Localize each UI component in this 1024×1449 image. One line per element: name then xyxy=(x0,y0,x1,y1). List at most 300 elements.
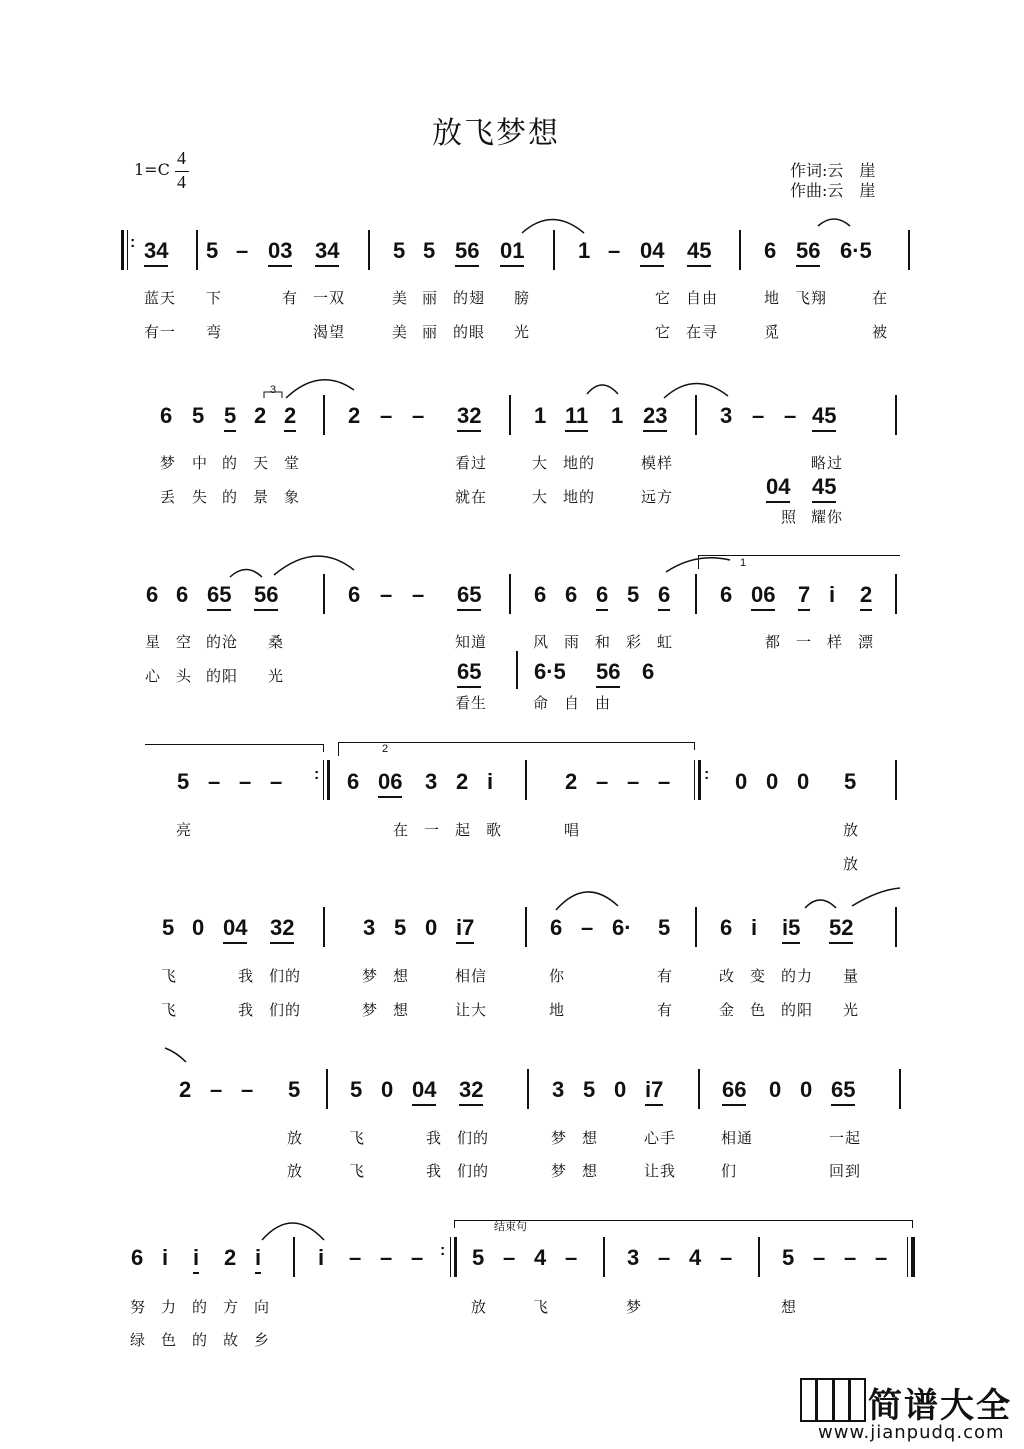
lyric: 飞翔 xyxy=(795,289,828,307)
note: i xyxy=(751,915,758,940)
lyric: 在 xyxy=(393,821,410,839)
note: 3 xyxy=(363,915,376,940)
note: 2 xyxy=(254,403,267,428)
bar-line xyxy=(323,907,325,947)
bar-line xyxy=(695,395,697,435)
lyric: 我 xyxy=(426,1162,443,1180)
ending-bracket-start xyxy=(454,1220,455,1228)
bar-line xyxy=(698,1069,700,1109)
note: i xyxy=(193,1245,199,1274)
lyric: 心手 xyxy=(644,1129,677,1147)
note: – xyxy=(627,769,640,794)
note: 6 xyxy=(146,582,159,607)
lyric: 大 xyxy=(532,488,549,506)
note: i xyxy=(162,1245,169,1270)
note: – xyxy=(241,1077,254,1102)
slur xyxy=(852,888,900,906)
lyric: 放 xyxy=(471,1298,488,1316)
volta-number-2: 2 xyxy=(382,743,389,755)
alt-lyric: 自 xyxy=(564,694,581,712)
lyric: 就在 xyxy=(455,488,488,506)
note: 7 xyxy=(798,582,810,611)
lyric: 让大 xyxy=(455,1001,488,1019)
lyric: 梦 xyxy=(551,1129,568,1147)
lyric: 们的 xyxy=(269,967,302,985)
note: 04 xyxy=(412,1077,436,1106)
note: 01 xyxy=(500,238,524,267)
note: – xyxy=(875,1245,888,1270)
lyric: 光 xyxy=(514,323,531,341)
lyric: 被 xyxy=(872,323,889,341)
note: 04 xyxy=(640,238,664,267)
lyric: 的 xyxy=(222,488,239,506)
note: 0 xyxy=(797,769,810,794)
lyricist-credit: 作词:云 崖 xyxy=(790,161,876,180)
note: 65 xyxy=(457,582,481,611)
note: 6 xyxy=(348,582,361,607)
bar-line xyxy=(553,230,555,270)
volta-bracket-1-end xyxy=(323,744,324,752)
volta-number-1: 1 xyxy=(740,557,747,569)
note: 5 xyxy=(288,1077,301,1102)
lyric: 丽 xyxy=(422,323,439,341)
bar-line xyxy=(895,395,897,435)
note: 6 xyxy=(720,582,733,607)
lyric: 的 xyxy=(192,1298,209,1316)
lyric: 一 xyxy=(796,633,813,651)
note: 6 xyxy=(658,582,670,611)
alt-lyric: 耀你 xyxy=(811,508,844,526)
note: 6 xyxy=(534,582,547,607)
lyric: 回到 xyxy=(829,1162,862,1180)
note: 06 xyxy=(751,582,775,611)
lyric: 知道 xyxy=(455,633,488,651)
repeat-dots: : xyxy=(130,234,136,251)
note: – xyxy=(239,769,252,794)
lyric: 天 xyxy=(253,454,270,472)
bar-line xyxy=(908,230,910,270)
lyric: 下 xyxy=(206,289,223,307)
lyric: 星 xyxy=(145,633,162,651)
lyric: 地 xyxy=(764,289,781,307)
note: i xyxy=(318,1245,325,1270)
note: i xyxy=(255,1245,261,1274)
note: 04 xyxy=(223,915,247,944)
volta-bracket-1-edge xyxy=(698,555,699,569)
note: 3 xyxy=(552,1077,565,1102)
lyric: 放 xyxy=(843,821,860,839)
lyric: 我 xyxy=(238,967,255,985)
note: 5 xyxy=(350,1077,363,1102)
note: 56 xyxy=(455,238,479,267)
bar-line xyxy=(739,230,741,270)
lyric: 梦 xyxy=(160,454,177,472)
slur xyxy=(286,380,354,398)
lyric: 一双 xyxy=(313,289,346,307)
note: 6· xyxy=(612,915,632,940)
key-signature: 1=C xyxy=(134,160,170,179)
note: – xyxy=(411,1245,424,1270)
note: 5 xyxy=(844,769,857,794)
bar-line xyxy=(895,907,897,947)
note: 4 xyxy=(534,1245,547,1270)
note: 3 xyxy=(425,769,438,794)
lyric: 在寻 xyxy=(686,323,719,341)
bar-line xyxy=(525,907,527,947)
note: – xyxy=(720,1245,733,1270)
lyric: 努 xyxy=(130,1298,147,1316)
lyric: 色 xyxy=(750,1001,767,1019)
lyric: 放 xyxy=(287,1162,304,1180)
watermark-text: 简谱大全 xyxy=(868,1386,1012,1426)
lyric: 变 xyxy=(750,967,767,985)
bar-line xyxy=(323,395,325,435)
note: 4 xyxy=(689,1245,702,1270)
lyric: 都 xyxy=(765,633,782,651)
note: 65 xyxy=(831,1077,855,1106)
lyric: 漂 xyxy=(858,633,875,651)
note: 11 xyxy=(565,403,588,432)
lyric: 亮 xyxy=(176,821,193,839)
lyric: 渴望 xyxy=(313,323,346,341)
note: 0 xyxy=(425,915,438,940)
note: 2 xyxy=(860,582,872,611)
lyric: 想 xyxy=(582,1162,599,1180)
note: 56 xyxy=(254,582,278,611)
note: 45 xyxy=(812,403,836,432)
lyric: 的 xyxy=(192,1331,209,1349)
note: 5 xyxy=(423,238,436,263)
note: – xyxy=(565,1245,578,1270)
lyric: 中 xyxy=(192,454,209,472)
repeat-end-thin xyxy=(323,760,324,800)
lyric: 绿 xyxy=(130,1331,147,1349)
lyric: 弯 xyxy=(206,323,223,341)
lyric: 失 xyxy=(192,488,209,506)
note: – xyxy=(596,769,609,794)
note: 65 xyxy=(207,582,231,611)
lyric: 向 xyxy=(254,1298,271,1316)
note: – xyxy=(380,403,393,428)
note: 6 xyxy=(764,238,777,263)
slur xyxy=(230,570,262,578)
lyric: 大 xyxy=(532,454,549,472)
lyric: 略过 xyxy=(811,454,844,472)
note: – xyxy=(581,915,594,940)
lyric: 想 xyxy=(781,1298,798,1316)
lyric: 有一 xyxy=(144,323,177,341)
lyric: 模样 xyxy=(641,454,674,472)
lyric: 们的 xyxy=(457,1162,490,1180)
note: 5 xyxy=(627,582,640,607)
lyric: 飞 xyxy=(161,967,178,985)
note: – xyxy=(210,1077,223,1102)
volta-bracket-2 xyxy=(338,742,694,743)
alt-lyric: 照 xyxy=(781,508,798,526)
note: 56 xyxy=(796,238,820,267)
composer-credit: 作曲:云 崖 xyxy=(790,181,876,200)
lyric: 的阳 xyxy=(781,1001,814,1019)
bar-line xyxy=(603,1237,605,1277)
lyric: 光 xyxy=(843,1001,860,1019)
lyric: 样 xyxy=(827,633,844,651)
lyric: 空 xyxy=(176,633,193,651)
lyric: 心 xyxy=(145,667,162,685)
note: 5 xyxy=(162,915,175,940)
bar-line xyxy=(695,574,697,614)
lyric: 远方 xyxy=(641,488,674,506)
note: 2 xyxy=(284,403,296,432)
note: – xyxy=(208,769,221,794)
lyric: 的阳 xyxy=(206,667,239,685)
note: 0 xyxy=(766,769,779,794)
lyric: 起 xyxy=(455,821,472,839)
note: 06 xyxy=(378,769,402,798)
note: 5 xyxy=(782,1245,795,1270)
note: – xyxy=(380,582,393,607)
note: – xyxy=(270,769,283,794)
lyric: 们的 xyxy=(269,1001,302,1019)
note: 6 xyxy=(131,1245,144,1270)
note: 0 xyxy=(381,1077,394,1102)
alt-note: 6 xyxy=(642,659,655,684)
lyric: 梦 xyxy=(551,1162,568,1180)
lyric: 蓝天 xyxy=(144,289,177,307)
note: 2 xyxy=(224,1245,237,1270)
lyric: 我 xyxy=(426,1129,443,1147)
lyric: 的翅 xyxy=(453,289,486,307)
final-bar-thin xyxy=(907,1237,908,1277)
volta-bracket-2-edge xyxy=(338,742,339,756)
note: 03 xyxy=(268,238,292,267)
lyric: 看过 xyxy=(455,454,488,472)
lyric: 一 xyxy=(424,821,441,839)
note: 32 xyxy=(457,403,481,432)
note: 6 xyxy=(176,582,189,607)
lyric: 地 xyxy=(549,1001,566,1019)
note: 1 xyxy=(534,403,547,428)
piano-keys-icon xyxy=(800,1378,866,1422)
bar-line xyxy=(695,907,697,947)
lyric: 和 xyxy=(595,633,612,651)
lyric: 膀 xyxy=(514,289,531,307)
lyric: 相通 xyxy=(721,1129,754,1147)
final-bar-thick xyxy=(911,1237,915,1277)
lyric: 一起 xyxy=(829,1129,862,1147)
lyric: 的沧 xyxy=(206,633,239,651)
ending-bracket-end xyxy=(912,1220,913,1228)
lyric: 们 xyxy=(721,1162,738,1180)
note: – xyxy=(608,238,621,263)
note: 6 xyxy=(160,403,173,428)
note: 0 xyxy=(769,1077,782,1102)
note: 5 xyxy=(393,238,406,263)
lyric: 自由 xyxy=(686,289,719,307)
note: – xyxy=(380,1245,393,1270)
note: – xyxy=(412,582,425,607)
bar-line xyxy=(527,1069,529,1109)
note: – xyxy=(752,403,765,428)
lyric: 唱 xyxy=(564,821,581,839)
volta-bracket-2-end xyxy=(694,742,695,750)
lyric: 乡 xyxy=(254,1331,271,1349)
alt-note: 04 xyxy=(766,474,790,503)
lyric: 们的 xyxy=(457,1129,490,1147)
lyric: 改 xyxy=(719,967,736,985)
repeat-start-thick xyxy=(121,230,124,270)
lyric: 让我 xyxy=(644,1162,677,1180)
note: 0 xyxy=(192,915,205,940)
lyric: 丽 xyxy=(422,289,439,307)
note: – xyxy=(813,1245,826,1270)
note: 6 xyxy=(550,915,563,940)
note: 5 xyxy=(658,915,671,940)
bar-line xyxy=(196,230,198,270)
note: 3 xyxy=(627,1245,640,1270)
note: 6 xyxy=(596,582,608,611)
volta-bracket-1-continued xyxy=(145,744,323,745)
lyric: 它 xyxy=(655,289,672,307)
note: 0 xyxy=(800,1077,813,1102)
note: i7 xyxy=(456,915,474,944)
alt-note: 45 xyxy=(812,474,836,503)
lyric: 飞 xyxy=(533,1298,550,1316)
lyric: 力 xyxy=(161,1298,178,1316)
note: – xyxy=(844,1245,857,1270)
bar-line xyxy=(516,651,518,689)
note: 1 xyxy=(578,238,591,263)
note: 5 xyxy=(177,769,190,794)
lyric: 的眼 xyxy=(453,323,486,341)
lyric: 桑 xyxy=(268,633,285,651)
lyric: 放 xyxy=(843,855,860,873)
note: 32 xyxy=(270,915,294,944)
note: 52 xyxy=(829,915,853,944)
bar-line xyxy=(758,1237,760,1277)
note: i xyxy=(829,582,836,607)
note: – xyxy=(658,769,671,794)
bar-line xyxy=(895,760,897,800)
lyric: 你 xyxy=(549,967,566,985)
alt-note: 6·5 xyxy=(534,659,566,684)
lyric: 堂 xyxy=(284,454,301,472)
lyric: 觅 xyxy=(764,323,781,341)
lyric: 美 xyxy=(392,289,409,307)
lyric: 地的 xyxy=(563,454,596,472)
lyric: 的 xyxy=(222,454,239,472)
note: – xyxy=(412,403,425,428)
note: 5 xyxy=(583,1077,596,1102)
lyric: 故 xyxy=(223,1331,240,1349)
lyric: 飞 xyxy=(161,1001,178,1019)
song-title: 放飞梦想 xyxy=(432,116,560,151)
lyric: 景 xyxy=(253,488,270,506)
lyric: 美 xyxy=(392,323,409,341)
lyric: 头 xyxy=(176,667,193,685)
lyric: 想 xyxy=(582,1129,599,1147)
slur xyxy=(556,892,618,910)
bar-line xyxy=(368,230,370,270)
lyric: 虹 xyxy=(657,633,674,651)
note: 1 xyxy=(611,403,624,428)
lyric: 飞 xyxy=(349,1162,366,1180)
repeat-start-thin xyxy=(127,230,128,270)
note: 2 xyxy=(348,403,361,428)
lyric: 彩 xyxy=(626,633,643,651)
note: 2 xyxy=(565,769,578,794)
bar-line xyxy=(895,574,897,614)
lyric: 有 xyxy=(657,1001,674,1019)
lyric: 歌 xyxy=(486,821,503,839)
ending-label: 结束句 xyxy=(494,1220,527,1233)
note: 6 xyxy=(565,582,578,607)
lyric: 飞 xyxy=(349,1129,366,1147)
repeat-dots: : xyxy=(440,1242,446,1259)
bar-line xyxy=(326,1069,328,1109)
lyric: 风 xyxy=(533,633,550,651)
note: 5 xyxy=(472,1245,485,1270)
note: 32 xyxy=(459,1077,483,1106)
note: 5 xyxy=(206,238,219,263)
note: 6 xyxy=(720,915,733,940)
volta-bracket-1 xyxy=(698,555,900,556)
lyric: 梦 xyxy=(362,967,379,985)
lyric: 光 xyxy=(268,667,285,685)
note: 23 xyxy=(643,403,667,432)
lyric: 丢 xyxy=(160,488,177,506)
slur xyxy=(274,556,354,575)
alt-lyric: 命 xyxy=(533,694,550,712)
bar-line xyxy=(509,395,511,435)
note: 34 xyxy=(315,238,339,267)
note: 5 xyxy=(224,403,236,432)
note: 6 xyxy=(347,769,360,794)
lyric: 地的 xyxy=(563,488,596,506)
slur xyxy=(165,1048,186,1062)
lyric: 想 xyxy=(393,1001,410,1019)
lyric: 的力 xyxy=(781,967,814,985)
bar-line xyxy=(525,760,527,800)
note: 3 xyxy=(720,403,733,428)
lyric: 色 xyxy=(161,1331,178,1349)
repeat-dots: : xyxy=(704,766,710,783)
note: i7 xyxy=(645,1077,663,1106)
slur xyxy=(805,900,836,908)
watermark-url: www.jianpudq.com xyxy=(818,1422,1005,1443)
repeat-dots: : xyxy=(314,766,320,783)
repeat-start-thick xyxy=(698,760,701,800)
lyric: 梦 xyxy=(626,1298,643,1316)
lyric: 量 xyxy=(843,967,860,985)
repeat-end-thick xyxy=(454,1237,457,1277)
lyric: 有 xyxy=(657,967,674,985)
lyric: 雨 xyxy=(564,633,581,651)
lyric: 相信 xyxy=(455,967,488,985)
lyric: 金 xyxy=(719,1001,736,1019)
lyric: 梦 xyxy=(362,1001,379,1019)
lyric: 想 xyxy=(393,967,410,985)
lyric: 在 xyxy=(872,289,889,307)
note: 0 xyxy=(735,769,748,794)
note: – xyxy=(658,1245,671,1270)
lyric: 放 xyxy=(287,1129,304,1147)
note: 66 xyxy=(722,1077,746,1106)
bar-line xyxy=(293,1237,295,1277)
alt-lyric: 看生 xyxy=(455,694,488,712)
slur xyxy=(818,219,850,226)
time-signature-bottom: 4 xyxy=(177,172,186,192)
note: – xyxy=(503,1245,516,1270)
